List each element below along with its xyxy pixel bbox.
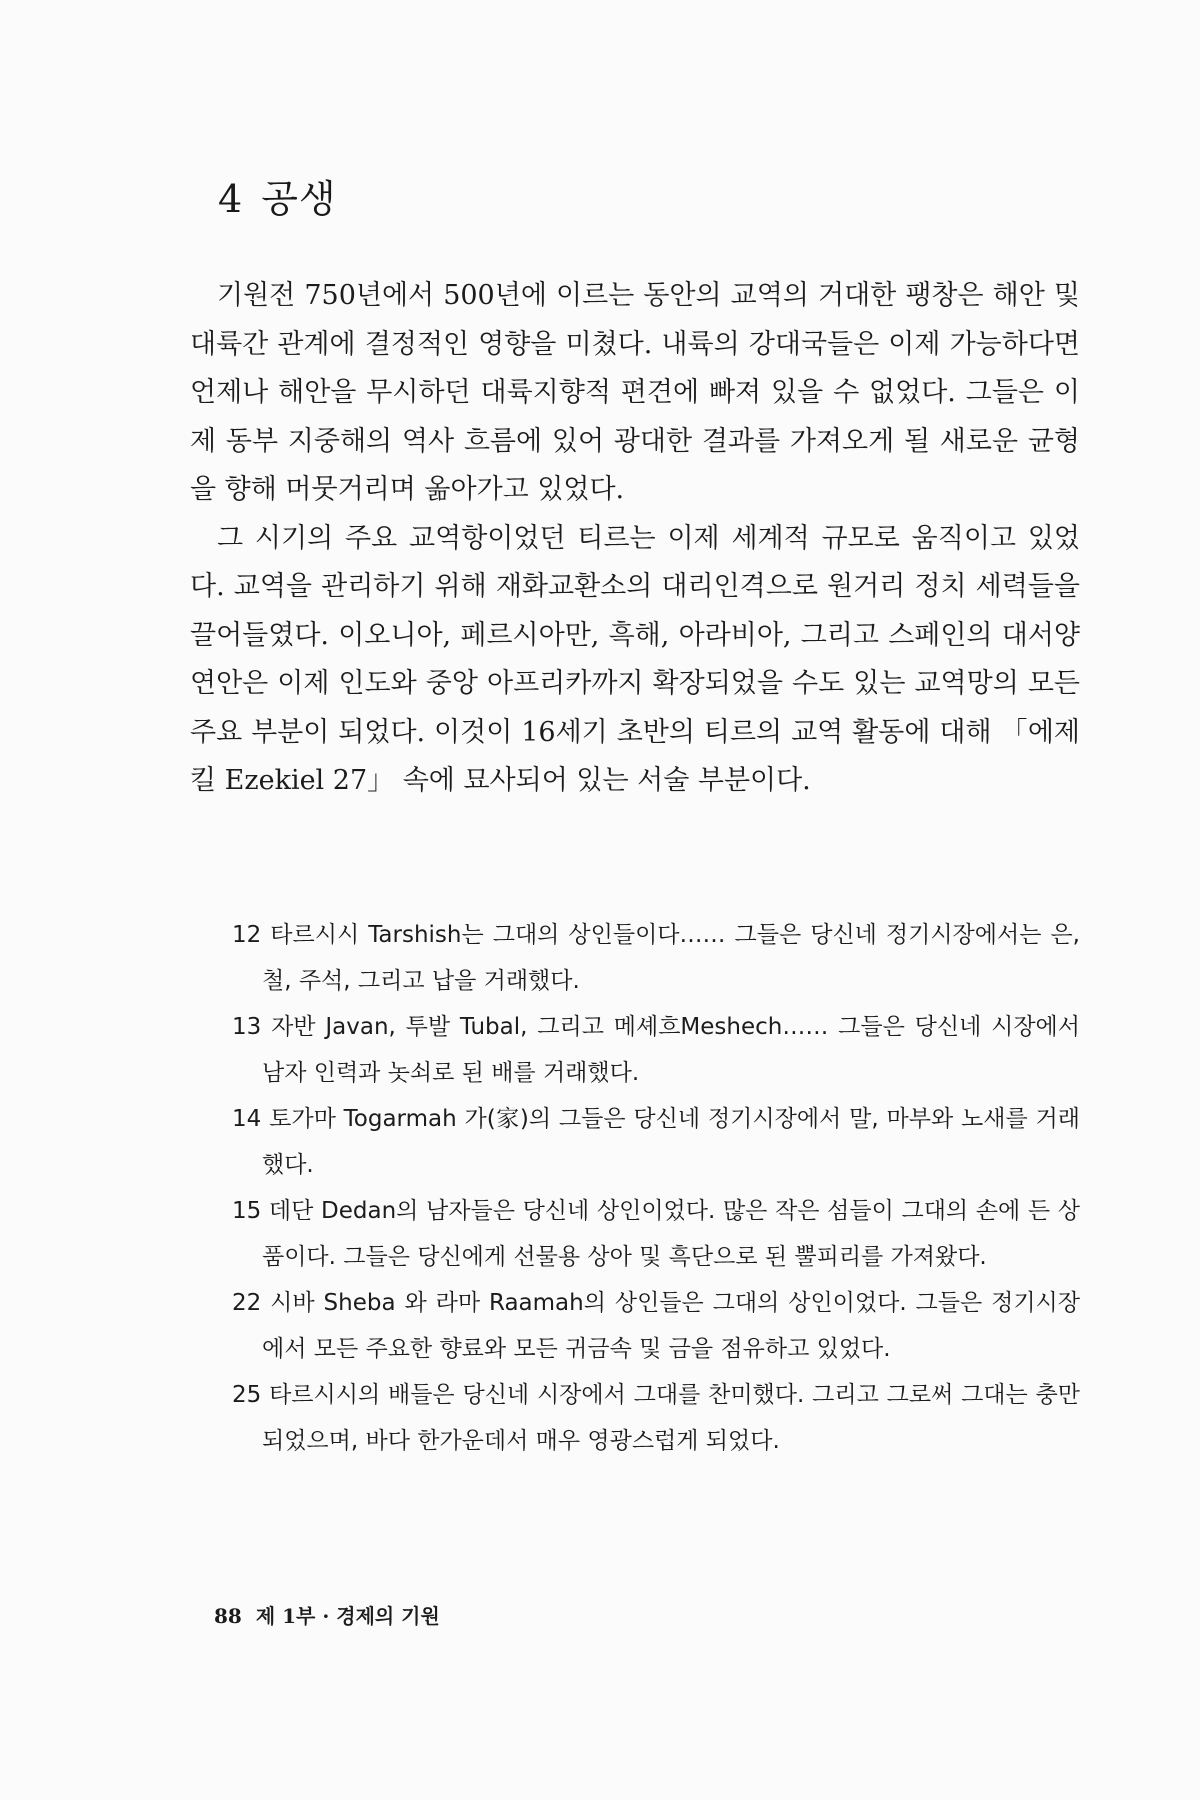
- verse: 13 자반 Javan, 투발 Tubal, 그리고 메셰흐Meshech…… 그들은 당신네 시장에서 남자 인력과 놋쇠로 된 배를 거래했다.: [232, 1014, 1080, 1086]
- verse: 12 타르시시 Tarshish는 그대의 상인들이다…… 그들은 당신네 정기시장에서는 은, 철, 주석, 그리고 납을 거래했다.: [232, 922, 1080, 994]
- body-text: [190, 272, 1080, 806]
- verse: 14 토가마 Togarmah 가(家)의 그들은 당신네 정기시장에서 말, 마부와 노새를 거래했다.: [232, 1106, 1080, 1178]
- verse: 22 시바 Sheba 와 라마 Raamah의 상인들은 그대의 상인이었다. 그들은 정기시장에서 모든 주요한 향료와 모든 귀금속 및 금을 점유하고 있었다.: [232, 1290, 1080, 1362]
- page-footer: [214, 1600, 440, 1629]
- section-number: 4: [218, 177, 244, 221]
- verse: 15 데단 Dedan의 남자들은 당신네 상인이었다. 많은 작은 섬들이 그대의 손에 든 상품이다. 그들은 당신에게 선물용 상아 및 흑단으로 된 뿔피리를 가져왔다.: [232, 1198, 1080, 1270]
- page-number: 88: [214, 1604, 242, 1628]
- section-heading: [218, 168, 337, 223]
- paragraph: 기원전 750년에서 500년에 이르는 동안의 교역의 거대한 팽창은 해안 및 대륙간 관계에 결정적인 영향을 미쳤다. 내륙의 강대국들은 이제 가능하다면 언제나 해안을 무시하던 대륙지향적 편견에 빠져 있을 수 없었다. 그들은 이제 동부 지중해의 역사 흐름에 있어 광대한 결과를 가져오게 될 새로운 균형을 향해 머뭇거리며 옮아가고 있었다.: [190, 280, 1080, 505]
- running-head: 제 1부 · 경제의 기원: [255, 1604, 440, 1628]
- quoted-verses: [232, 912, 1080, 1464]
- paragraph: 그 시기의 주요 교역항이었던 티르는 이제 세계적 규모로 움직이고 있었다. 교역을 관리하기 위해 재화교환소의 대리인격으로 원거리 정치 세력들을 끌어들였다. 이오니아, 페르시아만, 흑해, 아라비아, 그리고 스페인의 대서양 연안은 이제 인도와 중앙 아프리카까지 확장되었을 수도 있는 교역망의 모든 주요 부분이 되었다. 이것이 16세기 초반의 티르의 교역 활동에 대해 「에제킬 Ezekiel 27」 속에 묘사되어 있는 서술 부분이다.: [190, 522, 1080, 796]
- section-title: 공생: [261, 177, 337, 221]
- verse: 25 타르시시의 배들은 당신네 시장에서 그대를 찬미했다. 그리고 그로써 그대는 충만되었으며, 바다 한가운데서 매우 영광스럽게 되었다.: [232, 1382, 1080, 1454]
